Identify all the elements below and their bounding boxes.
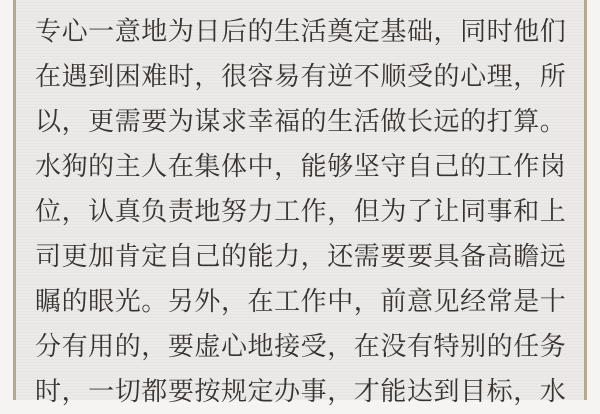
text-line: 位，认真负责地努力工作，但为了让同事和上 bbox=[35, 196, 566, 226]
text-line: 瞩的眼光。另外，在工作中，前意见经常是十 bbox=[35, 286, 566, 316]
text-line: 时，一切都要按规定办事，才能达到目标，水 bbox=[35, 376, 566, 406]
text-line: 水狗的主人在集体中，能够坚守自己的工作岗 bbox=[35, 151, 566, 181]
right-rule-line bbox=[584, 0, 587, 400]
article-body bbox=[35, 9, 566, 414]
text-line: 以，更需要为谋求幸福的生活做长远的打算。 bbox=[35, 106, 566, 136]
text-line: 分有用的，要虚心地接受，在没有特别的任务 bbox=[35, 331, 566, 361]
text-line: 在遇到困难时，很容易有逆不顺受的心理，所 bbox=[35, 61, 566, 91]
text-line: 专心一意地为日后的生活奠定基础，同时他们 bbox=[35, 16, 566, 46]
text-line: 司更加肯定自己的能力，还需要要具备高瞻远 bbox=[35, 241, 566, 271]
left-rule-line bbox=[13, 0, 16, 400]
